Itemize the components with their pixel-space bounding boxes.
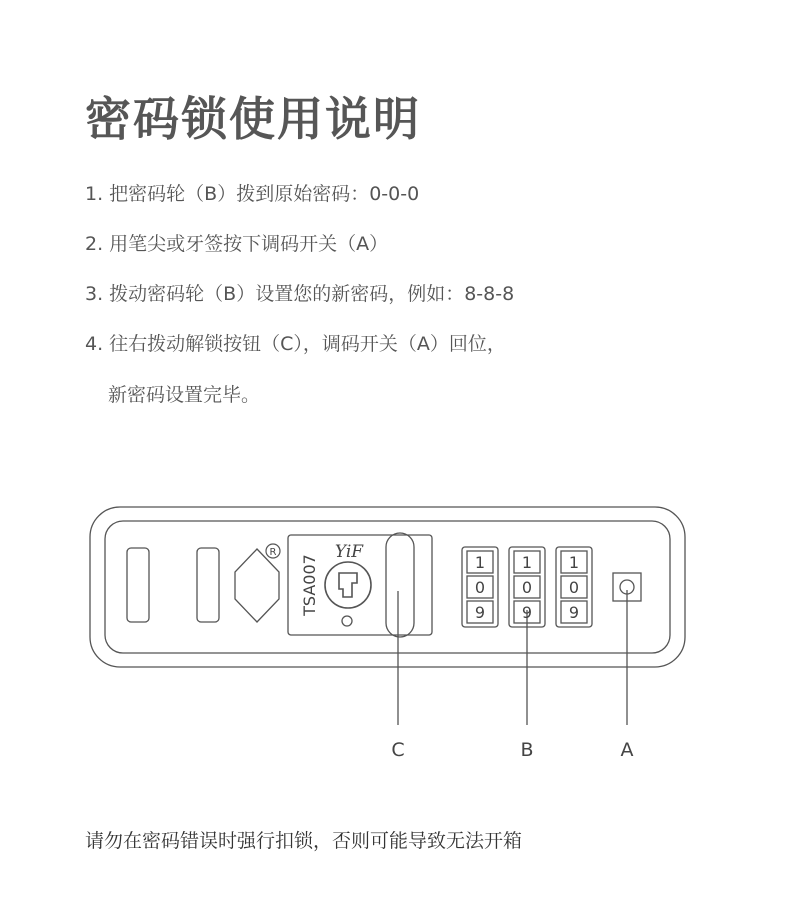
lock-outer-body bbox=[90, 507, 685, 667]
keyhole-icon bbox=[325, 562, 371, 608]
wheel-1-bottom: 9 bbox=[474, 603, 486, 622]
instruction-step-4-continued: 新密码设置完毕。 bbox=[108, 384, 261, 406]
wheel-3-top: 1 bbox=[568, 553, 580, 572]
page-title: 密码锁使用说明 bbox=[85, 92, 421, 146]
wheel-1-top: 1 bbox=[474, 553, 486, 572]
instruction-step-2: 2. 用笔尖或牙签按下调码开关（A） bbox=[85, 233, 389, 255]
callout-label-c: C bbox=[391, 739, 405, 761]
wheel-2-top: 1 bbox=[521, 553, 533, 572]
indicator-dot bbox=[342, 616, 352, 626]
lock-diagram bbox=[0, 495, 790, 775]
wheel-2-bottom: 9 bbox=[521, 603, 533, 622]
unlock-slider-c bbox=[386, 533, 414, 637]
lock-slot-1 bbox=[127, 548, 149, 622]
wheel-2-middle: 0 bbox=[521, 578, 533, 597]
wheel-3-bottom: 9 bbox=[568, 603, 580, 622]
registered-mark: R bbox=[269, 547, 277, 558]
lock-slot-2 bbox=[197, 548, 219, 622]
warning-note: 请勿在密码错误时强行扣锁，否则可能导致无法开箱 bbox=[85, 830, 523, 852]
wheel-3-middle: 0 bbox=[568, 578, 580, 597]
callout-label-a: A bbox=[620, 739, 634, 761]
hexagon-emblem bbox=[235, 549, 279, 622]
wheel-1-middle: 0 bbox=[474, 578, 486, 597]
brand-label: YiF bbox=[334, 542, 364, 562]
model-label: TSA007 bbox=[300, 554, 319, 616]
instruction-step-3: 3. 拨动密码轮（B）设置您的新密码，例如：8-8-8 bbox=[85, 283, 515, 305]
instruction-step-1: 1. 把密码轮（B）拨到原始密码：0-0-0 bbox=[85, 183, 420, 205]
instruction-step-4: 4. 往右拨动解锁按钮（C），调码开关（A）回位， bbox=[85, 333, 506, 355]
callout-label-b: B bbox=[520, 739, 534, 761]
keyhole-slot-icon bbox=[339, 573, 357, 597]
